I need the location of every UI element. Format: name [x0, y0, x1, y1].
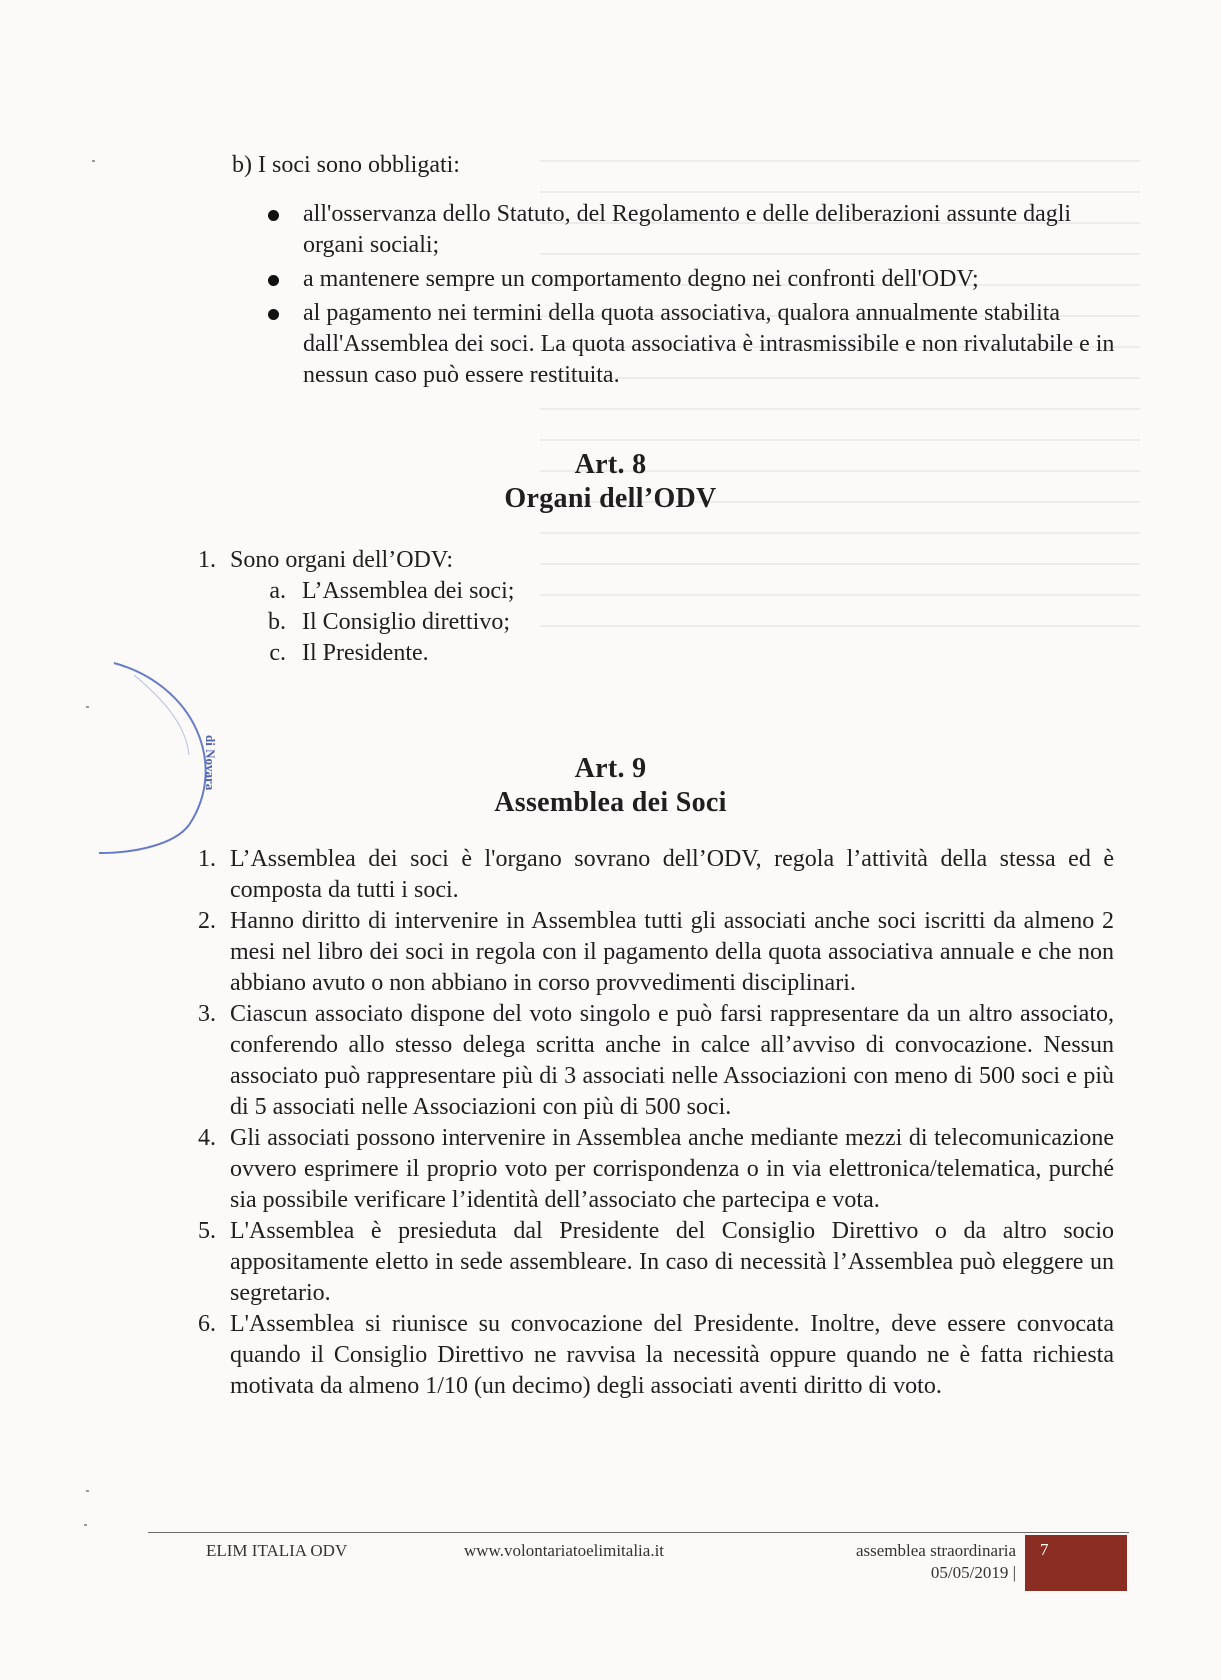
art9-title: Assemblea dei Soci: [494, 787, 727, 818]
scan-speck: [92, 160, 95, 162]
list-item: 2. Hanno diritto di intervenire in Assemblea tutti gli associati anche soci iscritti da almeno 2 mesi nel libro dei soci in regola con il pagamento della quota associativa annuale e che non abbiano avuto o non abbiano in corso provvedimenti disciplinari.: [198, 908, 1114, 996]
page-number-box: [1025, 1535, 1127, 1591]
art8-title: Organi dell’ODV: [504, 483, 717, 514]
list-item: 5. L'Assemblea è presieduta dal Presidente del Consiglio Direttivo o da altro socio appositamente eletto in sede assembleare. In caso di necessità l’Assemblea può eleggere un segretario.: [198, 1218, 1114, 1306]
footer-organization: ELIM ITALIA ODV: [206, 1541, 348, 1560]
bullet-icon: [268, 210, 279, 221]
stamp-text: di Novara: [203, 735, 218, 791]
list-item: 1. L’Assemblea dei soci è l'organo sovrano dell’ODV, regola l’attività della stessa ed è composta da tutti i soci.: [198, 846, 1114, 903]
page-number: 7: [1040, 1540, 1049, 1559]
scan-speck: [86, 1490, 89, 1492]
list-item: al pagamento nei termini della quota associativa, qualora annualmente stabilita dall'Assemblea dei soci. La quota associativa è intrasmissibile e non rivalutabile e in nessun caso può essere restituita.: [268, 298, 1128, 391]
obligations-list: [268, 199, 1128, 394]
list-item: a mantenere sempre un comportamento degno nei confronti dell'ODV;: [268, 264, 1128, 295]
scan-speck: [86, 706, 89, 708]
art8-number: Art. 8: [574, 449, 647, 480]
footer-date: 05/05/2019 |: [930, 1563, 1016, 1582]
art9-number: Art. 9: [574, 753, 647, 784]
list-item: 3. Ciascun associato dispone del voto singolo e può farsi rappresentare da un altro associato, conferendo allo stesso delega scritta anche in calce all’avviso di convocazione. Nessun associato può rappresentare più di 3 associati nelle Associazioni con meno di 500 soci e più di 5 associati nelle Associazioni con più di 500 soci.: [198, 1001, 1114, 1120]
footer-divider: [148, 1532, 1129, 1533]
bullet-icon: [268, 275, 279, 286]
bullet-icon: [268, 309, 279, 320]
list-item: 4. Gli associati possono intervenire in Assemblea anche mediante mezzi di telecomunicazione ovvero esprimere il proprio voto per corrispondenza o in via elettronica/telematica, purché sia possibile verificare l’identità dell’associato che partecipa e vota.: [198, 1125, 1114, 1213]
document-page: b) I soci sono obbligati: all'osservanza dello Statuto, del Regolamento e delle deliberazioni assunte dagli organi sociali; a mantenere sempre un comportamento degno nei confronti dell'ODV; al pagamento nei termini della quota associativa, qualora annualmente stabilita dall'Assemblea dei soci. La quota associativa è intrasmissibile e non rivalutabile e in nessun caso può essere restituita. Art. 8 Organi dell’ODV 1. Sono organi dell’ODV: a. L’Assemblea dei soci; b. Il Consiglio direttivo; c. Il Presidente. di Novara Art. 9 Assemblea dei Soci 1. L’Assemblea dei soci è l'organo sovrano dell’ODV, regola l’attività della stessa ed è composta da tutti i soci. 2. Hanno diritto di intervenire in Assemblea tutti gli associati anche soci iscritti da almeno 2 mesi nel libro dei soci in regola con il pagamento della quota associativa annuale e che non abbiano avuto o non abbiano in corso provvedimenti disciplinari. 3. Ciascun associato dispone del voto singolo e può farsi rappresentare da un altro associato, conferendo allo stesso delega scritta anche in calce all’avviso di convocazione. Nessun associato può rappresentare più di 3 associati nelle Associazioni con meno di 500 soci e più di 5 associati nelle Associazioni con più di 500 soci. 4. Gli associati possono intervenire in Assemblea anche mediante mezzi di telecomunicazione ovvero esprimere il proprio voto per corrispondenza o in via elettronica/telematica, purché sia possibile verificare l’identità dell’associato che partecipa e vota. 5. L'Assemblea è presieduta dal Presidente del Consiglio Direttivo o da altro socio appositamente eletto in sede assembleare. In caso di necessità l’Assemblea può eleggere un segretario. 6. L'Assemblea si riunisce su convocazione del Presidente. Inoltre, deve essere convocata quando il Consiglio Direttivo ne ravvisa la necessità oppure quando ne è fatta richiesta motivata da almeno 1/10 (un decimo) degli associati aventi diritto di voto. ELIM ITALIA ODV www.volontariatoelimitalia.it assemblea straordinaria 05/05/2019 | 7: [0, 0, 1221, 1680]
footer-website: www.volontariatoelimitalia.it: [464, 1541, 665, 1560]
list-item: 6. L'Assemblea si riunisce su convocazione del Presidente. Inoltre, deve essere convocata quando il Consiglio Direttivo ne ravvisa la necessità oppure quando ne è fatta richiesta motivata da almeno 1/10 (un decimo) degli associati aventi diritto di voto.: [198, 1311, 1114, 1399]
list-item: all'osservanza dello Statuto, del Regolamento e delle deliberazioni assunte dagli organi sociali;: [268, 199, 1128, 261]
obligations-intro: b) I soci sono obbligati:: [232, 152, 460, 178]
scan-speck: [84, 1524, 87, 1526]
art9-list: [190, 844, 1114, 1402]
footer-event-name: assemblea straordinaria: [855, 1541, 1016, 1560]
footer-event: [826, 1540, 1016, 1584]
